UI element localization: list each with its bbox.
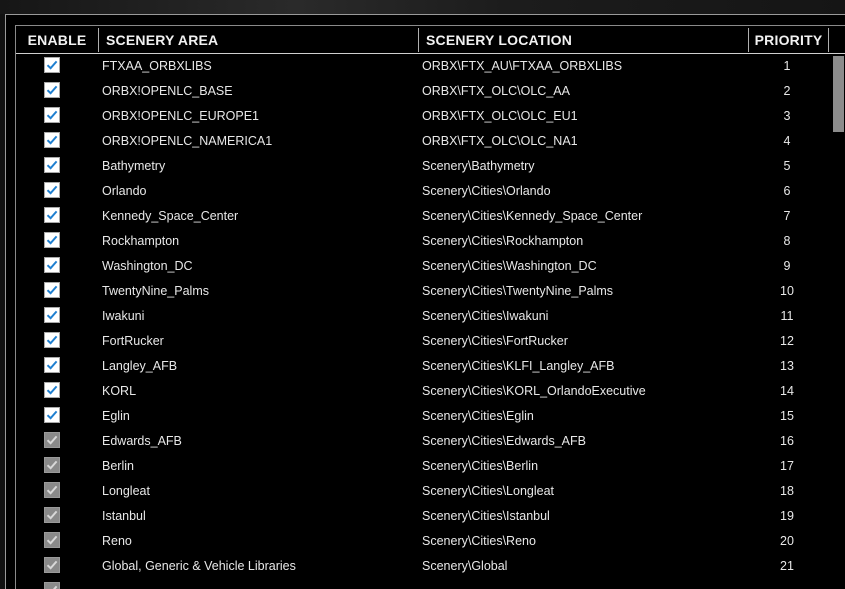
scenery-location-cell: ORBX\FTX_OLC\OLC_AA	[422, 84, 570, 98]
priority-cell: 8	[783, 234, 791, 248]
priority-cell: 12	[780, 334, 794, 348]
vertical-scrollbar[interactable]	[831, 54, 845, 589]
table-row[interactable]	[16, 354, 830, 379]
enable-checkbox[interactable]	[44, 107, 60, 123]
column-divider[interactable]	[418, 28, 419, 52]
column-header-scenery-area[interactable]: SCENERY AREA	[106, 32, 219, 48]
table-row[interactable]	[16, 304, 830, 329]
table-row[interactable]	[16, 104, 830, 129]
checkmark-icon	[46, 459, 58, 471]
table-row[interactable]	[16, 579, 830, 589]
scenery-area-cell: Istanbul	[102, 509, 146, 523]
checkmark-icon	[46, 334, 58, 346]
scenery-location-cell: Scenery\Cities\Orlando	[422, 184, 551, 198]
checkmark-icon	[46, 84, 58, 96]
scenery-area-cell: Iwakuni	[102, 309, 145, 323]
priority-cell: 7	[783, 209, 791, 223]
enable-checkbox[interactable]	[44, 432, 60, 448]
enable-checkbox[interactable]	[44, 582, 60, 589]
scenery-area-cell: Longleat	[102, 484, 150, 498]
enable-checkbox[interactable]	[44, 132, 60, 148]
checkmark-icon	[46, 209, 58, 221]
scenery-location-cell: Scenery\Cities\Reno	[422, 534, 536, 548]
table-header	[16, 26, 845, 54]
priority-cell: 17	[780, 459, 794, 473]
scenery-location-cell: Scenery\Cities\FortRucker	[422, 334, 568, 348]
enable-checkbox[interactable]	[44, 282, 60, 298]
table-row[interactable]	[16, 504, 830, 529]
checkmark-icon	[46, 359, 58, 371]
enable-checkbox[interactable]	[44, 332, 60, 348]
priority-cell	[749, 579, 825, 589]
table-row[interactable]	[16, 329, 830, 354]
priority-cell: 3	[783, 109, 791, 123]
checkmark-icon	[46, 159, 58, 171]
table-row[interactable]	[16, 454, 830, 479]
scenery-area-cell: ORBX!OPENLC_EUROPE1	[102, 109, 259, 123]
enable-checkbox[interactable]	[44, 382, 60, 398]
enable-checkbox[interactable]	[44, 182, 60, 198]
enable-checkbox[interactable]	[44, 232, 60, 248]
priority-cell: 10	[780, 284, 794, 298]
priority-cell: 1	[783, 59, 791, 73]
scenery-area-cell: Global, Generic & Vehicle Libraries	[102, 559, 296, 573]
enable-checkbox[interactable]	[44, 307, 60, 323]
priority-cell: 13	[780, 359, 794, 373]
column-header-scenery-location[interactable]: SCENERY LOCATION	[426, 32, 573, 48]
scenery-area-cell: FTXAA_ORBXLIBS	[102, 59, 212, 73]
scenery-area-cell: Kennedy_Space_Center	[102, 209, 239, 223]
priority-cell: 5	[783, 159, 791, 173]
table-row[interactable]	[16, 179, 830, 204]
column-divider[interactable]	[828, 28, 829, 52]
table-row[interactable]	[16, 554, 830, 579]
priority-cell: 21	[780, 559, 794, 573]
checkmark-icon	[46, 184, 58, 196]
priority-cell: 19	[780, 509, 794, 523]
priority-cell: 16	[780, 434, 794, 448]
scenery-table	[15, 25, 845, 589]
table-row[interactable]	[16, 404, 830, 429]
table-row[interactable]	[16, 54, 830, 79]
enable-checkbox[interactable]	[44, 82, 60, 98]
table-row[interactable]	[16, 279, 830, 304]
table-row[interactable]	[16, 129, 830, 154]
scenery-area-cell: ORBX!OPENLC_BASE	[102, 84, 233, 98]
enable-checkbox[interactable]	[44, 507, 60, 523]
enable-checkbox[interactable]	[44, 257, 60, 273]
priority-cell: 14	[780, 384, 794, 398]
scenery-area-cell: Berlin	[102, 459, 134, 473]
priority-cell: 11	[780, 309, 794, 323]
scenery-area-cell: FortRucker	[102, 334, 164, 348]
checkmark-icon	[46, 434, 58, 446]
scenery-area-cell: Bathymetry	[102, 159, 166, 173]
scenery-location-cell: Scenery\Cities\Longleat	[422, 484, 555, 498]
enable-checkbox[interactable]	[44, 207, 60, 223]
enable-checkbox[interactable]	[44, 532, 60, 548]
enable-checkbox[interactable]	[44, 407, 60, 423]
priority-cell: 4	[783, 134, 791, 148]
scenery-location-cell: Scenery\Cities\KORL_OrlandoExecutive	[422, 384, 646, 398]
scenery-area-cell: KORL	[102, 384, 137, 398]
scenery-area-cell: Reno	[102, 534, 132, 548]
checkmark-icon	[46, 59, 58, 71]
priority-cell: 9	[783, 259, 791, 273]
checkmark-icon	[46, 534, 58, 546]
checkmark-icon	[46, 284, 58, 296]
table-row[interactable]	[16, 379, 830, 404]
column-header-enable[interactable]: ENABLE	[27, 32, 87, 48]
enable-checkbox[interactable]	[44, 57, 60, 73]
scenery-area-cell: Edwards_AFB	[102, 434, 182, 448]
scenery-location-cell: ORBX\FTX_OLC\OLC_EU1	[422, 109, 578, 123]
scenery-area-cell: Washington_DC	[102, 259, 193, 273]
checkmark-icon	[46, 484, 58, 496]
checkmark-icon	[46, 234, 58, 246]
column-divider[interactable]	[98, 28, 99, 52]
checkmark-icon	[46, 584, 58, 589]
scenery-location-cell: Scenery\Bathymetry	[422, 159, 535, 173]
scenery-location-cell: Scenery\Cities\KLFI_Langley_AFB	[422, 359, 615, 373]
scenery-location-cell: Scenery\Cities\Berlin	[422, 459, 539, 473]
enable-checkbox[interactable]	[44, 457, 60, 473]
scenery-location-cell: Scenery\Cities\Iwakuni	[422, 309, 549, 323]
table-row[interactable]	[16, 79, 830, 104]
scenery-area-cell: ORBX!OPENLC_NAMERICA1	[102, 134, 273, 148]
scenery-location-cell: Scenery\Cities\Washington_DC	[422, 259, 597, 273]
table-row[interactable]	[16, 204, 830, 229]
checkmark-icon	[46, 309, 58, 321]
scenery-area-cell: Langley_AFB	[102, 359, 178, 373]
scenery-location-cell: ORBX\FTX_OLC\OLC_NA1	[422, 134, 578, 148]
priority-cell: 2	[783, 84, 791, 98]
table-row[interactable]	[16, 229, 830, 254]
scenery-location-cell: Scenery\Cities\Edwards_AFB	[422, 434, 586, 448]
priority-cell: 20	[780, 534, 794, 548]
table-row[interactable]	[16, 154, 830, 179]
enable-checkbox[interactable]	[44, 482, 60, 498]
checkmark-icon	[46, 509, 58, 521]
table-row[interactable]	[16, 254, 830, 279]
window-top-edge	[0, 0, 845, 14]
priority-cell: 15	[780, 409, 794, 423]
scenery-location-cell: Scenery\Global	[422, 559, 508, 573]
scenery-area-cell: Orlando	[102, 184, 147, 198]
scenery-location-cell: ORBX\FTX_AU\FTXAA_ORBXLIBS	[422, 59, 623, 73]
scenery-location-cell: Scenery\Cities\Rockhampton	[422, 234, 584, 248]
scenery-area-cell: Rockhampton	[102, 234, 180, 248]
table-row[interactable]	[16, 429, 830, 454]
priority-cell: 6	[783, 184, 791, 198]
scenery-location-cell: Scenery\Cities\Kennedy_Space_Center	[422, 209, 643, 223]
checkmark-icon	[46, 134, 58, 146]
scenery-location-cell: Scenery\Cities\Eglin	[422, 409, 534, 423]
scenery-location-cell: Scenery\Cities\TwentyNine_Palms	[422, 284, 614, 298]
enable-checkbox[interactable]	[44, 557, 60, 573]
table-row[interactable]	[16, 529, 830, 554]
priority-cell: 18	[780, 484, 794, 498]
checkmark-icon	[46, 409, 58, 421]
enable-checkbox[interactable]	[44, 357, 60, 373]
table-row[interactable]	[16, 479, 830, 504]
checkmark-icon	[46, 384, 58, 396]
enable-checkbox[interactable]	[44, 157, 60, 173]
checkmark-icon	[46, 559, 58, 571]
checkmark-icon	[46, 259, 58, 271]
checkmark-icon	[46, 109, 58, 121]
scenery-location-cell: Scenery\Cities\Istanbul	[422, 509, 550, 523]
column-header-priority[interactable]: PRIORITY	[754, 32, 823, 48]
scrollbar-thumb[interactable]	[833, 56, 844, 132]
table-body	[16, 54, 830, 589]
scenery-area-cell: Eglin	[102, 409, 130, 423]
scenery-area-cell: TwentyNine_Palms	[102, 284, 209, 298]
